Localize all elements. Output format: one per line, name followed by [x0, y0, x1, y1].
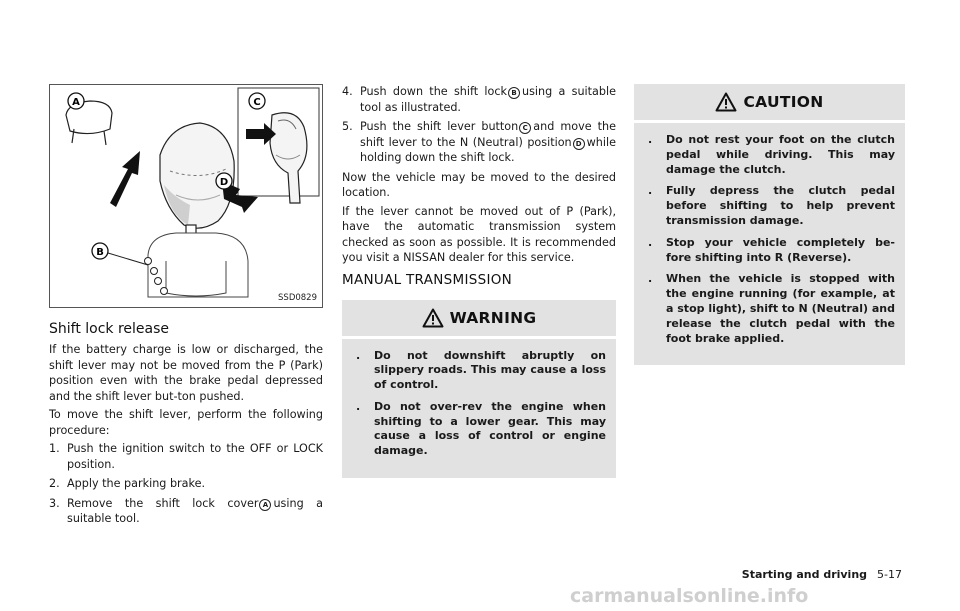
paragraph: Now the vehicle may be moved to the desired location. — [342, 170, 616, 199]
caution-title: CAUTION — [743, 93, 824, 111]
ref-d-icon: D — [573, 138, 585, 150]
caution-item — [644, 272, 895, 346]
caution-header — [634, 84, 905, 123]
caution-item-text: Stop your vehicle completely be-fore shifting into R (Reverse). — [666, 235, 895, 264]
figure-label-d: D — [219, 177, 229, 188]
step-text: Apply the parking brake. — [67, 477, 206, 490]
shift-lock-illustration — [50, 85, 322, 307]
figure-label-b: B — [96, 247, 104, 258]
warning-item — [352, 349, 606, 393]
warning-title: WARNING — [449, 308, 537, 327]
caution-item — [644, 184, 895, 228]
caution-box — [634, 84, 905, 365]
warning-header — [342, 300, 616, 339]
section-heading-manual-transmission: MANUAL TRANSMISSION — [342, 271, 513, 288]
figure-label-a: A — [72, 97, 80, 108]
step-text: Remove the shift lock cover — [67, 496, 259, 510]
caution-triangle-icon — [715, 92, 737, 112]
step-text: Push the ignition switch to the OFF or LOCK position. — [67, 442, 323, 471]
footer-section-title: Starting and driving — [741, 568, 868, 581]
step-number: 5. — [342, 120, 353, 133]
caution-item — [644, 236, 895, 266]
figure-label-c: C — [253, 97, 261, 108]
paragraph: To move the shift lever, perform the following procedure: — [49, 408, 323, 437]
left-column — [49, 84, 323, 531]
step-text: Push the shift lever button — [360, 120, 519, 133]
step-text: using a suitable tool as illustrated. — [360, 85, 616, 114]
bullet: . — [648, 184, 653, 198]
paragraph: If the lever cannot be moved out of P (Park), have the automatic transmission system checked as soon as possible. It is recommended you visit a NISSAN dealer for this service. — [342, 204, 616, 264]
page-number: 5-17 — [877, 568, 902, 581]
right-column — [634, 84, 905, 365]
warning-item-text: Do not over-rev the engine when shifting to a lower gear. This may cause a loss of control or engine damage. — [374, 399, 606, 458]
caution-item-text: When the vehicle is stopped with the engine running (for example, at a stop light), shift to N (Neutral) and release the clutch pedal with the foot brake applied. — [666, 272, 895, 345]
ref-c-icon: C — [519, 122, 531, 134]
step-number: 4. — [342, 85, 353, 98]
step-2 — [49, 476, 323, 492]
paragraph: If the battery charge is low or discharged, the shift lever may not be moved from the P (Park) position even with the brake pedal depressed and the shift lever but-ton pushed. — [49, 343, 323, 403]
step-1 — [49, 441, 323, 472]
middle-column — [342, 84, 616, 478]
warning-item-text: Do not downshift abruptly on slippery roads. This may cause a loss of control. — [374, 348, 606, 392]
bullet: . — [648, 272, 653, 286]
step-text: and move the shift lever to the N (Neutral) position — [360, 120, 616, 149]
section-heading-shift-lock: Shift lock release — [49, 321, 170, 337]
bullet: . — [648, 235, 653, 249]
step-4 — [342, 84, 616, 115]
bullet: . — [648, 133, 653, 146]
step-text: using a suitable tool. — [67, 496, 323, 525]
page-footer — [742, 568, 902, 581]
shift-lock-figure — [49, 84, 323, 308]
warning-item — [352, 400, 606, 459]
watermark: carmanualsonline.info — [570, 585, 809, 607]
warning-triangle-icon — [422, 308, 444, 328]
step-number: 3. — [49, 496, 60, 510]
ref-a-icon: A — [259, 499, 271, 511]
step-3 — [49, 496, 323, 527]
caution-item-text: Do not rest your foot on the clutch pedal while driving. This may damage the clutch. — [666, 133, 895, 176]
step-number: 1. — [49, 442, 60, 455]
caution-item-text: Fully depress the clutch pedal before shifting to help prevent transmission damage. — [666, 184, 895, 227]
bullet: . — [356, 399, 361, 413]
step-text: while holding down the shift lock. — [360, 135, 616, 164]
step-number: 2. — [49, 477, 60, 490]
caution-item — [644, 133, 895, 177]
step-text: Push down the shift lock — [360, 85, 507, 98]
figure-code: SSD0829 — [278, 293, 317, 303]
step-5 — [342, 119, 616, 166]
ref-b-icon: B — [508, 87, 520, 99]
warning-box — [342, 300, 616, 479]
bullet: . — [356, 348, 361, 362]
